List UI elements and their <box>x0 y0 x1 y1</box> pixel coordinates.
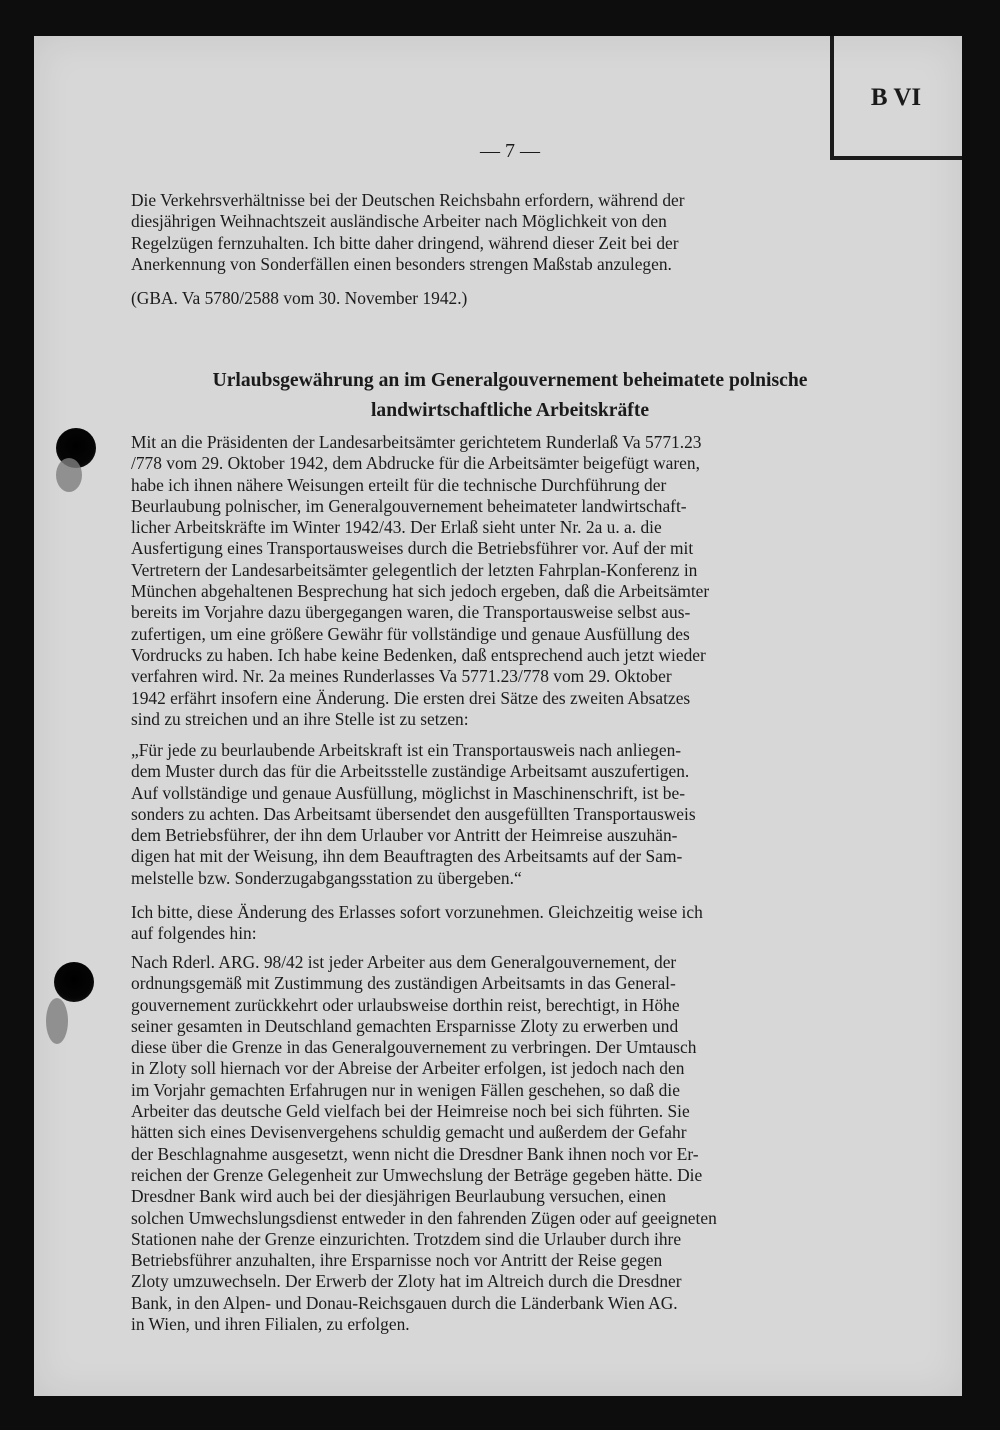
text-line: verfahren wird. Nr. 2a meines Runderlasses Va 5771.23/778 vom 29. Oktober <box>131 666 672 687</box>
text-line: dem Betriebsführer, der ihn dem Urlauber vor Antritt der Heimreise auszuhän- <box>131 825 678 846</box>
text-line: Beurlaubung polnischer, im Generalgouvernement beheimateter landwirtschaft- <box>131 495 687 516</box>
text-line: Betriebsführer anzuhalten, ihre Ersparnisse noch vor Antritt der Reise gegen <box>131 1250 663 1271</box>
text-line: licher Arbeitskräfte im Winter 1942/43. Der Erlaß sieht unter Nr. 2a u. a. die <box>131 517 662 538</box>
quoted-instruction <box>131 740 891 889</box>
punch-hole-bottom-shadow <box>46 998 68 1044</box>
text-line: ordnungsgemäß mit Zustimmung des zuständigen Arbeitsamts in das General- <box>131 973 676 994</box>
paragraph-traffic <box>131 190 891 275</box>
text-line: auf folgendes hin: <box>131 923 257 944</box>
text-line: Zloty umzuwechseln. Der Erwerb der Zloty hat im Altreich durch die Dresdner <box>131 1271 682 1292</box>
text-line: in Zloty soll hiernach vor der Abreise der Arbeiter erfolgen, ist jedoch nach den <box>131 1058 685 1079</box>
text-line: dem Muster durch das für die Arbeitsstelle zuständige Arbeitsamt auszufertigen. <box>131 761 690 782</box>
heading-line: landwirtschaftliche Arbeitskräfte <box>370 400 650 421</box>
register-tab-label: B VI <box>870 84 922 111</box>
text-line: gouvernement zurückkehrt oder urlaubsweise dorthin reist, berechtigt, in Höhe <box>131 994 680 1015</box>
text-line: zufertigen, um eine größere Gewähr für vollständige und genaue Ausfüllung des <box>131 623 690 644</box>
text-line: Die Verkehrsverhältnisse bei der Deutschen Reichsbahn erfordern, während der <box>131 190 685 210</box>
text-line: /778 vom 29. Oktober 1942, dem Abdrucke für die Arbeitsämter beigefügt waren, <box>131 453 700 474</box>
text-line: bereits im Vorjahre dazu übergegangen waren, die Transportausweise selbst aus- <box>131 602 691 623</box>
text-line: Regelzügen fernzuhalten. Ich bitte daher dringend, während dieser Zeit bei der <box>131 232 679 253</box>
register-tab-border <box>830 36 834 160</box>
text-line: Vertretern der Landesarbeitsämter gelegentlich der letzten Fahrplan-Konferenz in <box>131 559 698 580</box>
text-line: der Beschlagnahme ausgesetzt, wenn nicht die Dresdner Bank ihnen noch vor Er- <box>131 1143 699 1164</box>
text-line: 1942 erfährt insofern eine Änderung. Die ersten drei Sätze des zweiten Absatzes <box>131 687 691 708</box>
text-line: habe ich ihnen nähere Weisungen erteilt für die technische Durchführung der <box>131 474 667 495</box>
text-line: hätten sich eines Devisenvergehens schuldig gemacht und außerdem der Gefahr <box>131 1122 687 1143</box>
text-line: Arbeiter das deutsche Geld vielfach bei der Heimreise noch bei sich führten. Sie <box>131 1101 690 1122</box>
page-number: — 7 — <box>480 140 540 162</box>
text-line: sonders zu achten. Das Arbeitsamt übersendet den ausgefüllten Transportausweis <box>131 803 696 824</box>
text-line: im Vorjahr gemachten Erfahrugen nur in wenigen Fällen geschehen, so daß die <box>131 1079 680 1100</box>
text-line: diesjährigen Weihnachtszeit ausländische Arbeiter nach Möglichkeit von den <box>131 211 667 232</box>
text-line: seiner gesamten in Deutschland gemachten Ersparnisse Zloty zu erwerben und <box>131 1015 679 1036</box>
text-line: Mit an die Präsidenten der Landesarbeitsämter gerichtetem Runderlaß Va 5771.23 <box>131 432 702 452</box>
text-line: digen hat mit der Weisung, ihn dem Beauftragten des Arbeitsamts auf der Sam- <box>131 846 683 867</box>
text-line: diese über die Grenze in das Generalgouvernement zu verbringen. Der Umtausch <box>131 1037 697 1058</box>
paragraph-request <box>131 902 891 945</box>
section-heading <box>110 366 910 426</box>
text-line: in Wien, und ihren Filialen, zu erfolgen. <box>131 1314 410 1335</box>
text-line: Dresdner Bank wird auch bei der diesjährigen Beurlaubung versuchen, einen <box>131 1186 667 1207</box>
text-line: sind zu streichen und an ihre Stelle ist zu setzen: <box>131 708 469 729</box>
text-line: Anerkennung von Sonderfällen einen besonders strengen Maßstab anzulegen. <box>131 253 672 274</box>
text-line: Vordrucks zu haben. Ich habe keine Bedenken, daß entsprechend auch jetzt wieder <box>131 644 706 665</box>
text-line: „Für jede zu beurlaubende Arbeitskraft ist ein Transportausweis nach anliegen- <box>131 740 682 760</box>
text-line: Auf vollständige und genaue Ausfüllung, möglichst in Maschinenschrift, ist be- <box>131 782 685 803</box>
punch-hole-bottom <box>54 962 94 1002</box>
text-line: Stationen nahe der Grenze einzurichten. Trotzdem sind die Urlauber durch ihre <box>131 1228 682 1249</box>
reference-note <box>131 288 891 309</box>
register-tab-border-bottom <box>830 156 962 160</box>
text-line: reichen der Grenze Gelegenheit zur Umwechslung der Beträge gegeben hätte. Die <box>131 1164 703 1185</box>
text-line: München abgehaltenen Besprechung hat sich jedoch ergeben, daß die Arbeitsämter <box>131 581 710 602</box>
text-line: melstelle bzw. Sonderzugabgangsstation zu übergeben.“ <box>131 867 522 888</box>
text-line: Ich bitte, diese Änderung des Erlasses sofort vorzunehmen. Gleichzeitig weise ich <box>131 902 703 922</box>
text-line: solchen Umwechslungsdienst entweder in den fahrenden Zügen oder auf geeigneten <box>131 1207 717 1228</box>
paragraph-decree <box>131 432 891 730</box>
text-line: Ausfertigung eines Transportausweises durch die Betriebsführer vor. Auf der mit <box>131 538 694 559</box>
paragraph-currency <box>131 952 891 1335</box>
heading-line: Urlaubsgewährung an im Generalgouvernement beheimatete polnische <box>212 370 808 391</box>
punch-hole-top-shadow <box>56 458 82 492</box>
text-line: Bank, in den Alpen- und Donau-Reichsgauen durch die Länderbank Wien AG. <box>131 1292 678 1313</box>
text-line: (GBA. Va 5780/2588 vom 30. November 1942.) <box>131 288 468 308</box>
text-line: Nach Rderl. ARG. 98/42 ist jeder Arbeiter aus dem Generalgouvernement, der <box>131 952 677 972</box>
